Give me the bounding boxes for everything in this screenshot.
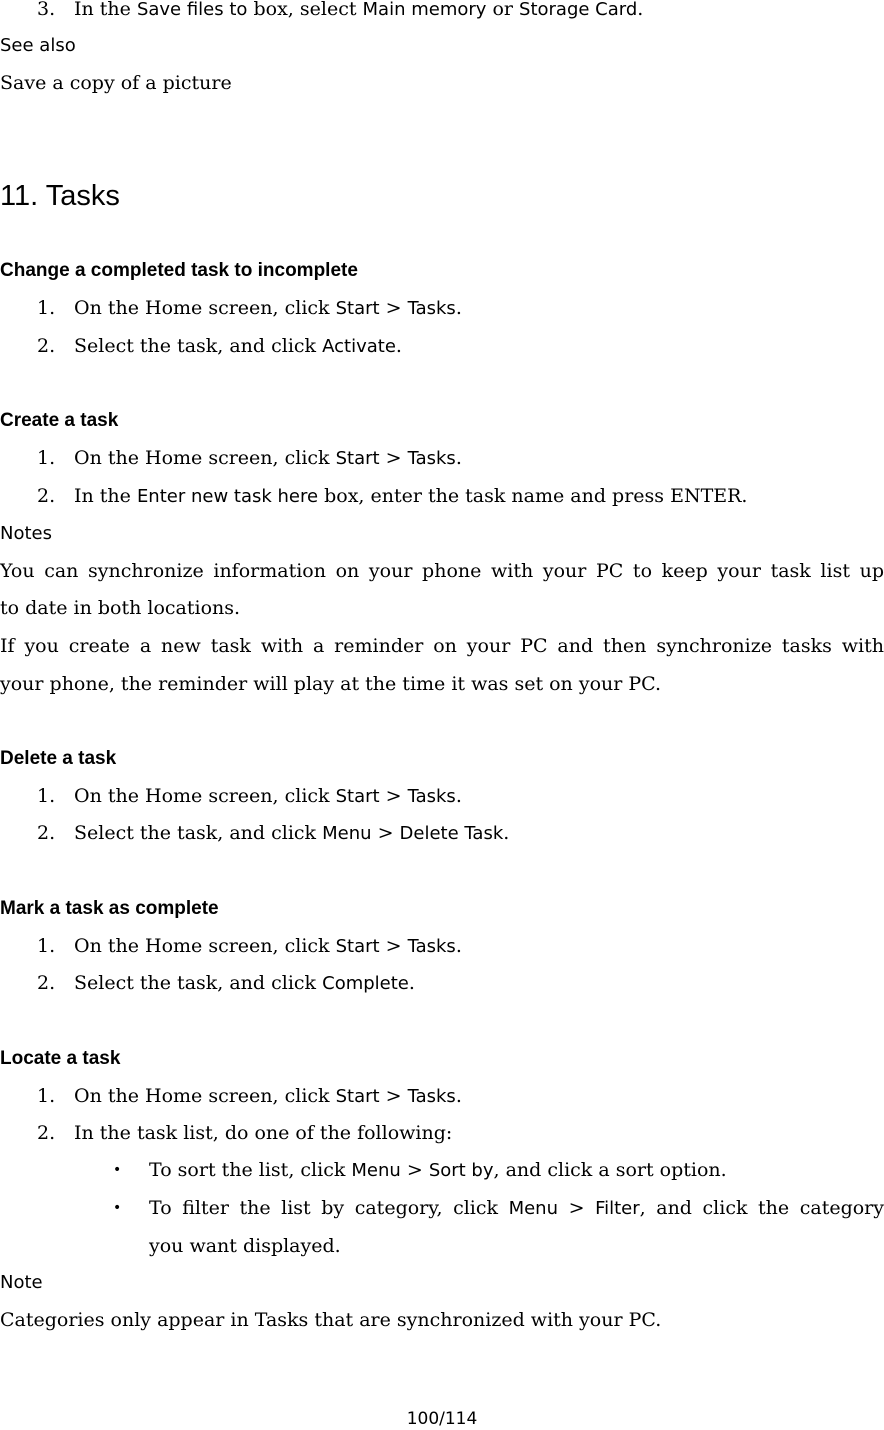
ui-term: Storage Card bbox=[519, 0, 638, 20]
ui-term: Main memory bbox=[362, 0, 487, 20]
section-heading-complete: Mark a task as complete bbox=[0, 898, 219, 919]
step-number: 3. bbox=[37, 0, 56, 20]
step-text: In the task list, do one of the following: bbox=[74, 1122, 453, 1144]
section-heading-locate: Locate a task bbox=[0, 1048, 121, 1069]
notes-label: Notes bbox=[0, 523, 52, 544]
step-number: 2. bbox=[37, 972, 56, 994]
note-text: You can synchronize information on your phone with your PC to keep your task list up bbox=[0, 560, 884, 582]
bullet-icon: • bbox=[113, 1200, 122, 1216]
chapter-title: 11. Tasks bbox=[0, 180, 120, 212]
step-number: 1. bbox=[37, 297, 56, 319]
step-text: In the Enter new task here box, enter the task name and press ENTER. bbox=[74, 485, 748, 507]
step-text: Select the task, and click Complete. bbox=[74, 972, 415, 994]
page-number: 100/114 bbox=[406, 1409, 478, 1429]
see-also-link: Save a copy of a picture bbox=[0, 72, 232, 94]
bullet-text: you want displayed. bbox=[149, 1235, 341, 1257]
bullet-text: To filter the list by category, click Menu > Filter, and click the category bbox=[149, 1197, 884, 1219]
note-text: Categories only appear in Tasks that are synchronized with your PC. bbox=[0, 1309, 662, 1331]
step-number: 1. bbox=[37, 1085, 56, 1107]
step-number: 2. bbox=[37, 335, 56, 357]
step-number: 2. bbox=[37, 485, 56, 507]
step-number: 1. bbox=[37, 935, 56, 957]
ui-term: Save files to bbox=[136, 0, 248, 20]
see-also-label: See also bbox=[0, 35, 76, 56]
step-text: On the Home screen, click Start > Tasks. bbox=[74, 297, 462, 319]
note-text: If you create a new task with a reminder on your PC and then synchronize tasks with bbox=[0, 635, 884, 657]
step-number: 2. bbox=[37, 822, 56, 844]
step-number: 1. bbox=[37, 785, 56, 807]
step-text: Select the task, and click Menu > Delete Task. bbox=[74, 822, 510, 844]
note-label: Note bbox=[0, 1272, 43, 1293]
bullet-text: To sort the list, click Menu > Sort by, and click a sort option. bbox=[149, 1159, 727, 1181]
note-text: to date in both locations. bbox=[0, 597, 241, 619]
step-text: Select the task, and click Activate. bbox=[74, 335, 402, 357]
step-text: In the Save files to box, select Main memory or Storage Card. bbox=[74, 0, 644, 20]
bullet-icon: • bbox=[113, 1162, 122, 1178]
step-text: On the Home screen, click Start > Tasks. bbox=[74, 447, 462, 469]
step-number: 2. bbox=[37, 1122, 56, 1144]
step-text: On the Home screen, click Start > Tasks. bbox=[74, 935, 462, 957]
section-heading-delete: Delete a task bbox=[0, 748, 117, 769]
note-text: your phone, the reminder will play at the time it was set on your PC. bbox=[0, 673, 662, 695]
step-text: On the Home screen, click Start > Tasks. bbox=[74, 785, 462, 807]
step-number: 1. bbox=[37, 447, 56, 469]
section-heading-change: Change a completed task to incomplete bbox=[0, 260, 358, 281]
section-heading-create: Create a task bbox=[0, 410, 119, 431]
step-text: On the Home screen, click Start > Tasks. bbox=[74, 1085, 462, 1107]
